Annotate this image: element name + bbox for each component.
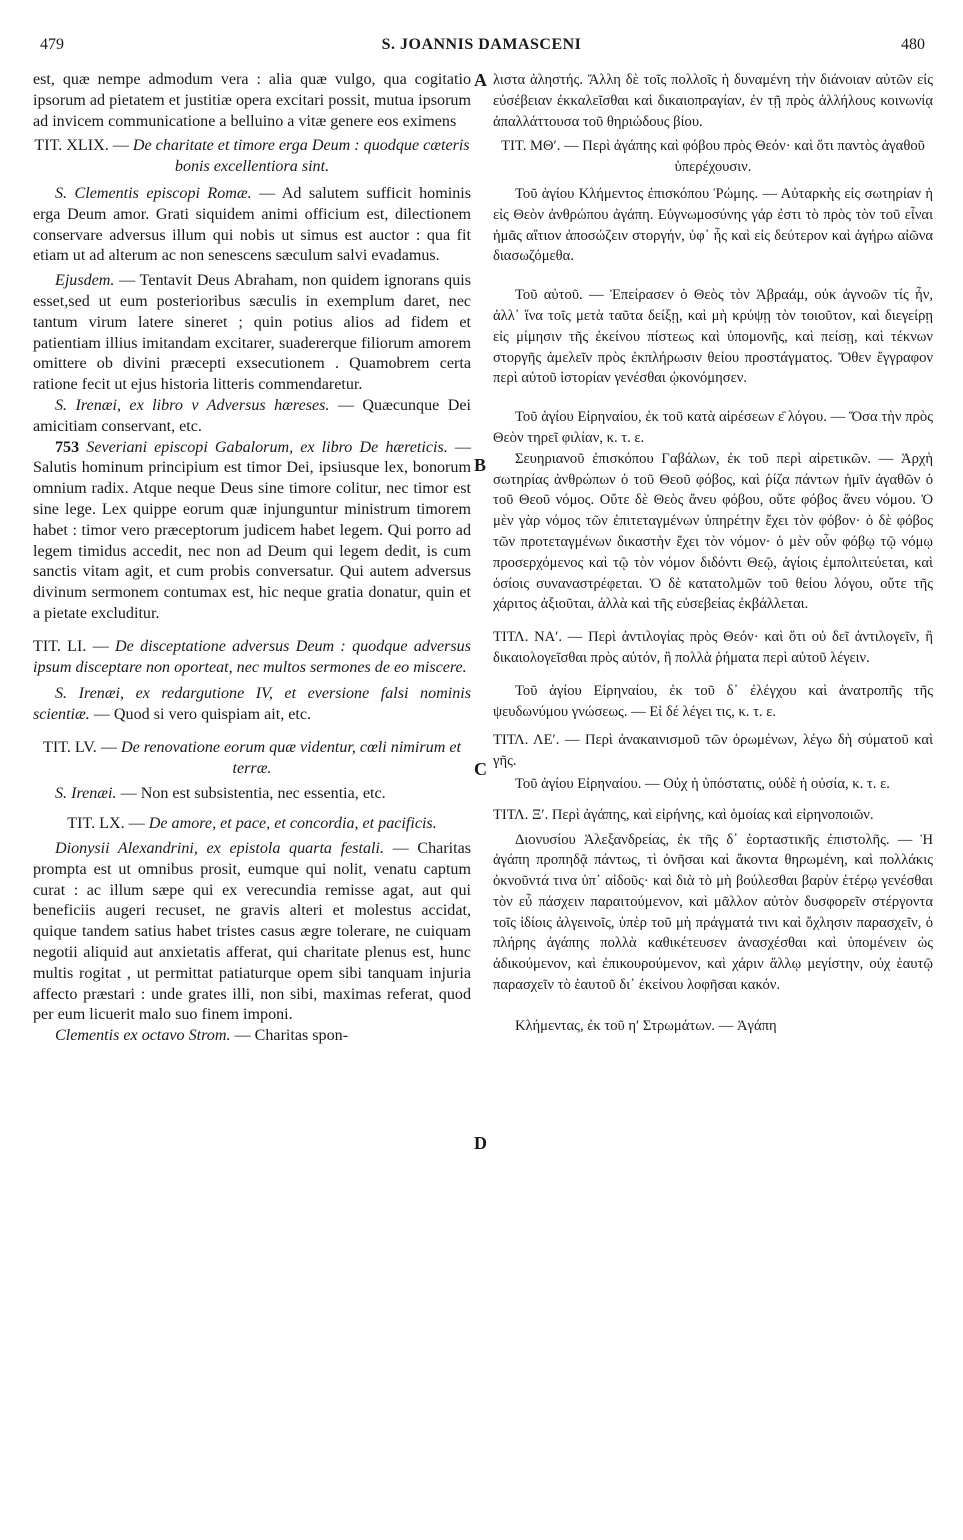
paragraph-text: — Non est subsistentia, nec essentia, etc. — [116, 784, 386, 802]
page-number-left: 479 — [40, 36, 64, 53]
latin-ejusdem-paragraph — [33, 271, 471, 396]
source-name: Clementis ex octavo Strom. — [55, 1027, 231, 1045]
source-name: Dionysii Alexandrini, ex epistola quarta festali. — [55, 840, 384, 858]
greek-clement-paragraph: Τοῦ ἁγίου Κλήμεντος ἐπισκόπου Ῥώμης. — Αὐταρκὴς εἰς σωτηρίαν ἡ εἰς Θεὸν ἀνθρώπου ἀγάπη. Εὐγνωμοσύνης γάρ ἐστι τὸ πρὸς τὸν τοῦ εἶναι ἡμᾶς αἴτιον ἀποσώζειν στοργήν, ὑφ᾽ ἧς καὶ εἰς δεύτερον καὶ ἀγήρω αἰῶνα διασωζόμεθα. — [493, 185, 933, 265]
paragraph-text: — Salutis hominum principium est timor Dei, ipsiusque lex, bonorum omnium radix. Atque neque Deus sine timore colitur, nec timor est sine lege. Lex quippe eorum quæ injunguntur ministrum timorem habet : timor vero præceptorum judicem habet legem. Qui porro ad legem timidus accedit, nec non ad Deum qui legem dedit, is cum sanctis vitam agit, et cum probis conversatur. Qui autem adversus divinum sermonem contumax est, hic neque gratia donatur, quin et a pietate excluditur. — [33, 438, 471, 622]
paragraph-text: — Ad salutem sufficit hominis erga Deum amor. Grati siquidem animi officium est, dilectionem conservare adversus illum qui nobis ut simus est auctor : qua fit etiam ut ad alterum ac non senescens sæculum salvi evadamus. — [33, 184, 471, 265]
title-label: TIT. LV. — — [43, 738, 121, 756]
margin-marker-b: B — [474, 455, 487, 475]
latin-intro-paragraph: est, quæ nempe admodum vera : alia quæ vulgo, qua cogitatio ipsorum ad pietatem et justitiæ opera excitari possit, mutua ipsorum ad invicem communicatione a belluino a vitæ genere eos eximens — [33, 71, 471, 130]
latin-severian-paragraph — [33, 438, 471, 625]
source-name: S. Irenæi, ex redargutione IV, et eversione falsi nominis scientiæ. — [33, 685, 471, 724]
greek-ejusdem-paragraph: Τοῦ αὐτοῦ. — Ἐπείρασεν ὁ Θεὸς τὸν Ἀβραάμ, οὐκ ἀγνοῶν τίς ἦν, ἀλλ᾽ ἵνα τοῖς μετὰ ταῦτα δείξῃ, καὶ μὴ κρύψῃ τὸν τοιοῦτον, καὶ διεγείρῃ εἰς μίμησιν τῆς ἐκείνου πίστεως καὶ ὑπομονῆς, καὶ πείσῃ, καὶ τέκνων στοργῆς ἀμελεῖν πρὸς ἐκπλήρωσιν θείου προστάγματος. Ὅθεν ἔγγραφον περὶ αὐτοῦ ἱστορίαν γενέσθαι ᾠκονόμησεν. — [493, 287, 933, 387]
greek-irenaeus-2-paragraph: Τοῦ ἁγίου Εἰρηναίου, ἐκ τοῦ δ᾽ ἐλέγχου καὶ ἀνατροπῆς τῆς ψευδωνύμου γνώσεως. — Εἰ δέ λέγει τις, κ. τ. ε. — [493, 682, 933, 720]
margin-marker-a: A — [474, 70, 487, 90]
latin-title-60 — [33, 814, 471, 835]
greek-title-51: ΤΙΤΛ. ΝΑʹ. — Περὶ ἀντιλογίας πρὸς Θεόν· καὶ ὅτι οὐ δεῖ ἀντιλογεῖν, ἢ δικαιολογεῖσθαι πρὸς αὐτόν, ἢ πολλὰ ῥήματα περὶ αὐτοῦ λέγειν. — [493, 629, 933, 666]
title-label: TIT. LX. — — [67, 815, 149, 833]
source-name: Severiani episcopi Gabalorum, ex libro De hæreticis. — [86, 438, 448, 456]
latin-irenaeus-1-paragraph — [33, 396, 471, 438]
margin-marker-d: D — [474, 1133, 487, 1153]
source-name: S. Irenæi, ex libro v Adversus hæreses. — [55, 396, 330, 414]
title-text: De charitate et timore erga Deum : quodque cæteris bonis excellentiora sint. — [132, 137, 470, 176]
source-name: S. Irenæi. — [55, 784, 117, 802]
greek-title-49 — [493, 136, 933, 178]
greek-irenaeus-1-paragraph: Τοῦ ἁγίου Εἰρηναίου, ἐκ τοῦ κατὰ αἱρέσεων ε̄ λόγου. — Ὅσα τὴν πρὸς Θεὸν τηρεῖ φιλίαν, κ. τ. ε. — [493, 409, 933, 446]
column-number: 753 — [55, 438, 87, 456]
title-text: Περὶ ἀγάπης καὶ φόβου πρὸς Θεόν· καὶ ὅτι παντὸς ἀγαθοῦ ὑπερέχουσιν. — [582, 138, 925, 176]
title-text: De renovatione eorum quæ videntur, cœli nimirum et terræ. — [120, 738, 461, 777]
title-text: De disceptatione adversus Deum : quodque adversus ipsum disceptare non oporteat, nec multos sermones de eo miscere. — [33, 637, 471, 676]
title-label: TIT. XLIX. — — [34, 137, 133, 155]
source-name: Ejusdem. — [55, 272, 115, 290]
source-name: S. Clementis episcopi Romæ. — [55, 184, 252, 202]
latin-title-51 — [33, 637, 471, 679]
paragraph-text: — Tentavit Deus Abraham, non quidem ignorans quis esset,sed ut eum posterioribus sæculis in exemplum daret, nec tantum virum latere sineret ; quin potius alios ad fidem et patientiam illius imitandam excitarer, suadererque filiorum amorem omittere ob divini præcepti exsecutionem . Quamobrem certa ratione fecit ut ejus historia litteris commendaretur. — [33, 272, 471, 394]
greek-intro-paragraph: λιστα ἀληστής. Ἄλλη δὲ τοῖς πολλοῖς ἡ δυναμένη τὴν διάνοιαν αὐτῶν εἰς εὐσέβειαν ἐκκαλεῖσθαι καὶ δικαιοπραγίαν, ἐν τῇ πρὸς ἀλλήλους κοινωνίᾳ ἀπαλλάττουσα τοῦ θηριώδους βίου. — [493, 72, 933, 130]
latin-irenaeus-2-paragraph — [33, 684, 471, 726]
latin-clement-paragraph — [33, 184, 471, 267]
page-number-right: 480 — [901, 36, 925, 53]
latin-clement-strom-paragraph — [33, 1026, 471, 1047]
greek-clement-strom-paragraph: Κλήμεντας, ἐκ τοῦ ηʹ Στρωμάτων. — Ἀγάπη — [515, 1017, 777, 1034]
running-title: S. JOANNIS DAMASCENI — [381, 36, 582, 53]
paragraph-text: — Charitas prompta est ut omnibus prosit, eumque qui nolit, venatu captum curat : ac illum sæpe qui ex verecundia remisse agat, aut qui beneficiis augeri recuset, ne gravis alteri et molestus accidat, quique tandem satius habet tristes casus ægre tolerare, ne cuiquam negotii aliquid aut anxietatis afferat, qui charitate plenus est, hunc multis rogitat , ut permittat patiaturque opem sibi tanquam injuria affecto præstari : unde grates illi, non sibi, maximas referat, quod per eum licuerit malo suo finem imponi. — [33, 840, 471, 1024]
greek-dionysius-paragraph: Διονυσίου Ἀλεξανδρείας, ἐκ τῆς δ᾽ ἑορταστικῆς ἐπιστολῆς. — Ἡ ἀγάπη προπηδᾷ πάντως, τὶ ὀνῆσαι καὶ ἄκοντα θηρωμένη, καὶ πολλάκις ὀκνοῦντά τινα ὑπ᾽ αἰδοῦς· καὶ διὰ τὸ μὴ βούλεσθαι βαρὺν ἑτέρῳ γενέσθαι τὸν εὖ πάσχειν παραιτούμενον, καὶ μᾶλλον αὐτὸν δυσφορεῖν στέργοντα τοῖς ἰδίοις ἀλγεινοῖς, ὑπὲρ τοῦ μὴ πράγματά τινι καὶ ὄχλησιν παρασχεῖν, ὁ πλήρης ἀγάπης πολλὰ καθικέτευσεν ἀνασχέσθαι καὶ ὑπομένειν ὡς ἀδικούμενον, καὶ ἐπικουρούμενον, καὶ χάριν ἄλλῳ μεγίστην, οὐχ ἑαυτῷ παρασχεῖν τὸ ἑαυτοῦ δι᾽ ἐκείνου λοφῆσαι κακόν. — [493, 831, 933, 994]
greek-title-60: ΤΙΤΛ. Ξʹ. Περὶ ἀγάπης, καὶ εἰρήνης, καὶ ὁμοίας καὶ εἰρηνοποιῶν. — [493, 806, 874, 823]
title-text: De amore, et pace, et concordia, et pacificis. — [148, 815, 437, 833]
title-label: ΤΙΤ. ΜΘʹ. — — [501, 138, 583, 155]
margin-marker-c: C — [474, 759, 487, 779]
title-label: TIT. LI. — — [33, 637, 116, 655]
latin-column — [33, 70, 471, 1047]
greek-title-55: ΤΙΤΛ. ΛΕʹ. — Περὶ ἀνακαινισμοῦ τῶν ὁρωμένων, λέγω δὴ σύματοῦ καὶ γῆς. — [493, 732, 933, 770]
latin-title-49 — [33, 136, 471, 178]
latin-title-55 — [33, 738, 471, 780]
paragraph-text: — Quod si vero quispiam ait, etc. — [89, 706, 312, 724]
latin-dionysius-paragraph — [33, 839, 471, 1026]
page-header — [0, 36, 963, 58]
latin-irenaeus-3-paragraph — [33, 784, 471, 805]
greek-irenaeus-3-paragraph: Τοῦ ἁγίου Εἰρηναίου. — Οὐχ ἡ ὑπόστατις, οὐδὲ ἡ οὐσία, κ. τ. ε. — [515, 775, 890, 792]
greek-severian-paragraph: Σευηριανοῦ ἐπισκόπου Γαβάλων, ἐκ τοῦ περὶ αἱρετικῶν. — Ἀρχὴ σωτηρίας ἀνθρώπων ὁ τοῦ Θεοῦ φόβος, καὶ ῥίζα πάντων ἡμῖν ἀγαθῶν ὁ τοῦ Θεοῦ νόμος. Οὔτε δὲ Θεὸς ἄνευ φόβου, οὔτε φόβος ἄνευ νόμου. Ὁ μὲν γὰρ νόμος τῶν ἐπιτεταγμένων ὑπηρέτην ἔχει τὸν φόβον· ὁ δὲ φόβος τῶν προτεταγμένων δικαστὴν ἔχει τὸν νόμον· ὁ μὲν οὖν φόβῳ τῷ νόμῳ προσερχόμενος καὶ τῷ τὸν νόμον διδόντι Θεῷ, ἁγίοις ἐμπολιτεύεται, καὶ ὁσίοις συναναστρέφεται. Ὁ δὲ κατατολμῶν τοῦ θείου λόγου, οὔτε τῆς χάριτος ἀξιοῦται, ἀλλὰ καὶ τῆς εὐσεβείας ἐκβάλλεται. — [493, 450, 933, 613]
paragraph-text: — Charitas spon- — [230, 1027, 349, 1045]
paragraph-text: — Quæcunque Dei amicitiam conservant, etc. — [33, 396, 471, 435]
greek-column — [493, 70, 933, 1037]
